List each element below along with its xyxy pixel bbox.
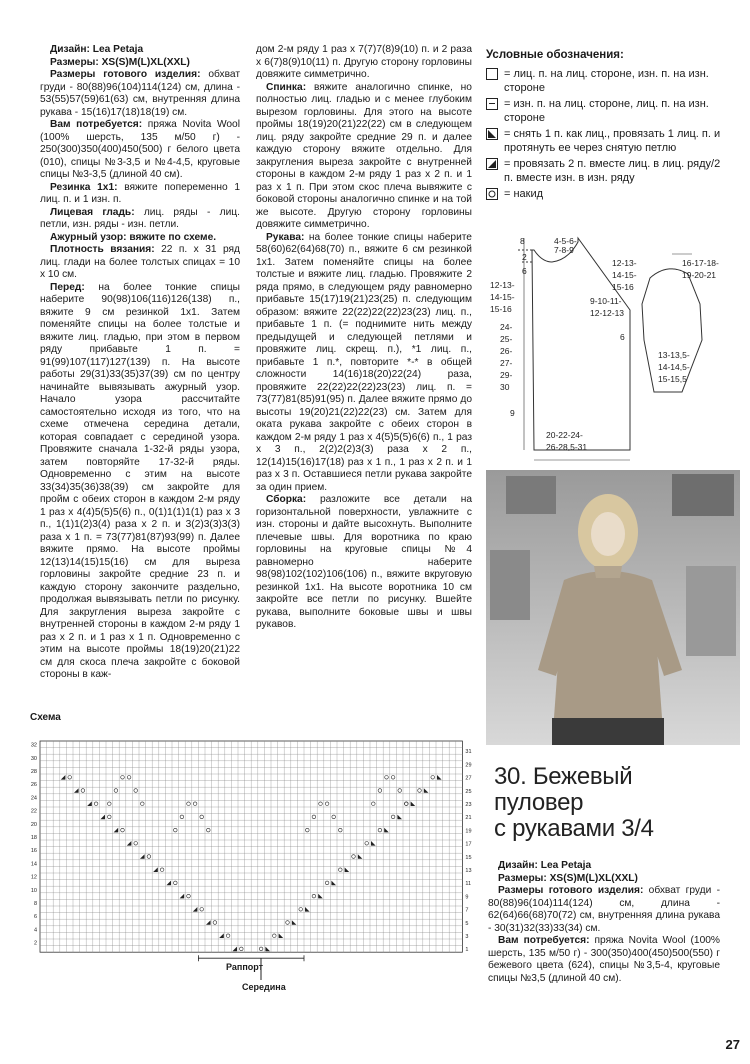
legend-item: = снять 1 п. как лиц., провязать 1 лиц. п. и протянуть ее через снятую петлю (486, 127, 722, 156)
k2tog-triangle-icon (486, 158, 498, 170)
lace-chart (16, 735, 476, 969)
svg-text:11: 11 (465, 881, 472, 888)
project-title: 30. Бежевый пуловер с рукавами 3/4 (494, 763, 654, 842)
design-line: Дизайн: Lea Petaja (50, 44, 144, 55)
svg-text:30: 30 (500, 382, 510, 392)
svg-text:30: 30 (30, 755, 37, 762)
dash-square-icon (486, 98, 498, 110)
svg-text:15-16: 15-16 (490, 304, 512, 314)
sizes-line: Размеры: XS(S)M(L)XL(XXL) (498, 872, 638, 884)
svg-text:6: 6 (522, 266, 527, 276)
chart-label: Схема (30, 712, 61, 723)
svg-text:14-15-: 14-15- (612, 270, 637, 280)
svg-text:23: 23 (465, 802, 472, 808)
materials-paragraph: Вам потребуется: пряжа Novita Wool (100% шерсть, 135 м/50 г) - 250(300)350(400)450(500) г белого цвета (010), спицы №3-3,5 и №4-4,5, круговые спицы №3-3,5 (длиной 40 см). (40, 119, 240, 180)
svg-text:14-14,5-: 14-14,5- (658, 362, 690, 372)
svg-text:16: 16 (30, 848, 37, 855)
assembly-paragraph: Сборка: разложите все детали на горизонтальной поверхности, увлажните с изн. стороны и дайте высохнуть. Выполните плечевые швы. Для воротника по краю горловины на круговые спицы №4 равномерно наберите 98(98)102(102)106(106) п., вяжите вкруговую резинкой 1х1. На высоте воротника 10 см закройте все петли по рисунку. Вшейте рукава, выполните боковые швы и швы рукавов. (256, 494, 472, 630)
legend-item: = накид (486, 187, 722, 202)
lace-paragraph: Ажурный узор: вяжите по схеме. (50, 231, 217, 243)
back-paragraph: Спинка: вяжите аналогично спинке, но полностью лиц. гладью и с менее глубоким вырезом горловины. Для этого на высоте проймы 18(19)20(21)22(22) см в следующем лиц. ряду закройте средние 29 п. и далее каждую сторону вяжите отдельно. Для закругления выреза закройте с внутренней стороны в каждом 2-м ряду 1 раз х 2 п. и 1 раз х 1 п. При этом скос плеча вывяжите с боковой стороны аналогично спинке и на той же высоте. Другую сторону горловины довяжите симметрично. (256, 81, 472, 230)
svg-text:25-: 25- (500, 334, 513, 344)
svg-text:26-: 26- (500, 346, 513, 356)
svg-text:20-22-24-: 20-22-24- (546, 430, 583, 440)
svg-text:29-: 29- (500, 370, 513, 380)
legend-title: Условные обозначения: (486, 49, 624, 61)
svg-text:6: 6 (33, 914, 37, 921)
svg-text:19: 19 (465, 828, 472, 835)
svg-text:4: 4 (33, 927, 37, 934)
svg-text:21: 21 (465, 815, 472, 822)
svg-text:6: 6 (620, 332, 625, 342)
svg-text:9: 9 (510, 408, 515, 418)
svg-text:15: 15 (465, 854, 472, 861)
svg-text:8: 8 (33, 901, 37, 907)
svg-text:31: 31 (465, 749, 472, 756)
page-number: 27 (725, 1037, 740, 1052)
svg-text:7: 7 (465, 907, 469, 914)
svg-text:12-13-: 12-13- (612, 258, 637, 268)
svg-text:4-5-6-: 4-5-6- (554, 236, 577, 246)
center-arrow (256, 958, 266, 982)
svg-text:14-15-: 14-15- (490, 292, 515, 302)
svg-text:32: 32 (30, 742, 37, 749)
legend-item: = провязать 2 п. вместе лиц. в лиц. ряду/2 п. вместе изн. в изн. ряду (486, 157, 722, 186)
front-paragraph: Перед: на более тонкие спицы наберите 90(98)106(116)126(138) п., вяжите 9 см резинкой 1х1. Затем поменяйте спицы на более толстые и вяжите лиц. гладью, при этом в первом ряду прибавьте 1 п. = 91(99)107(117)127(139) п. На высоте работы 29(31)33(35)37(39) см по центру начинайте вывязывать ажурный узор. Начало узора рассчитайте самостоятельно исходя из того, что на схеме отмечена середина детали, которая совпадает с серединой узора. Провяжите сначала 1-32-й ряды узора, затем повторяйте 17-32-й ряды. Одновременно с этим на высоте 33(34)35(36)38(39) см закройте для пройм с обеих сторон в каждом 2-м ряду 1 раз х 4(4)5(5)5(6) п., 0(1)1(1)1(1) раз х 3 п., 1(1)1(2)3(4) раза х 2 п. и 3(2)3(3)3(3) раза х 1 п. = 73(77)81(87)93(99) п. Далее вяжите прямо. На высоте проймы 12(13)14(15)15(16) см для выреза горловины закройте средние 23 п. и каждую сторону закончите раздельно, продолжая вывязывать петли по рисунку. Для закругления выреза закройте с внутренней стороны в каждом 2-м ряду 1 раз х 2 п. и 1 раз х 1 п. Одновременно с этим на высоте проймы 18(19)20(21)22 см для скоса плеча закройте с боковой стороны в каж- (40, 281, 240, 680)
svg-text:20: 20 (30, 821, 37, 828)
svg-text:7-8-9: 7-8-9 (554, 245, 574, 255)
svg-text:12-12-13: 12-12-13 (590, 308, 625, 318)
model-photo (486, 470, 740, 745)
svg-text:15-16: 15-16 (612, 282, 634, 292)
svg-text:10: 10 (30, 887, 37, 894)
svg-text:27: 27 (465, 775, 472, 782)
svg-text:24-: 24- (500, 322, 513, 332)
svg-text:12-13-: 12-13- (490, 280, 515, 290)
legend-item: = изн. п. на лиц. стороне, лиц. п. на изн. стороне (486, 97, 722, 126)
svg-text:13: 13 (465, 868, 472, 874)
project-details (488, 860, 720, 985)
sleeve-paragraph: Рукава: на более тонкие спицы наберите 58(60)62(64)68(70) п., вяжите 6 см резинкой 1х1. Затем поменяйте спицы на более толстые и вяжите лиц. гладью. Провяжите 2 ряда прямо, в следующем ряду равномерно прибавьте 15(17)19(21)23(25) п. следующим образом: вяжите 22(22)22(22)23(23) лиц. п., прибавьте 1 п. (= поднимите нить между предыдущей и следующей петлями и провяжите лиц. скрещ. п.), *1 лиц. п., прибавьте 1 п.*, повторите *-* в общей сложности 14(16)18(20)22(24) раза, провяжите 22(22)22(22)23(23) лиц. п. = 73(77)81(85)91(95) п. Далее вяжите прямо до высоты 19(20)21(22)22(23) см. Затем для оката рукава закройте с обеих сторон в каждом 2-м ряду 1 раз х 4(5)5(5)6(6) п., 1 раз х 3 п., 2(2)2(2)3(3) раза х 2 п., 12(14)15(16)17(18) раз х 1 п., 1 раз х 2 п. и 1 раз х 3 п. Оставшиеся петли рукава закройте за один прием. (256, 231, 472, 493)
materials-paragraph: Вам потребуется: пряжа Novita Wool (100% шерсть, 135 м/50 г) - 300(350)400(450)500(550) г бежевого цвета (624), спицы №3,5-4, круговые спицы №3,5 (длиной 40 см). (488, 935, 720, 984)
legend (486, 48, 722, 202)
svg-text:22: 22 (30, 808, 37, 815)
svg-text:26: 26 (30, 782, 37, 789)
rib-paragraph: Резинка 1х1: вяжите попеременно 1 лиц. п. и 1 изн. п. (40, 181, 240, 205)
center-label: Середина (242, 982, 286, 992)
sizes-line: Размеры: XS(S)M(L)XL(XXL) (50, 56, 190, 68)
design-line: Дизайн: Lea Petaja (498, 860, 592, 871)
repeat-label: Раппорт (226, 962, 264, 972)
svg-text:14: 14 (30, 861, 37, 868)
instructions-column-1 (40, 44, 240, 682)
garment-schematic (482, 192, 744, 464)
svg-text:29: 29 (465, 762, 472, 769)
svg-text:2: 2 (33, 940, 37, 947)
empty-square-icon (486, 68, 498, 80)
svg-text:27-: 27- (500, 358, 513, 368)
legend-item: = лиц. п. на лиц. стороне, изн. п. на изн. стороне (486, 67, 722, 96)
finished-size-paragraph: Размеры готового изделия: обхват груди - 80(88)96(104)114(124) см, длина - 53(55)57(59)61(63) см, внутренняя длина рукава - 15(16)17(18)18(19) см. (40, 69, 240, 118)
front-continued-paragraph: дом 2-м ряду 1 раз х 7(7)7(8)9(10) п. и 2 раза х 6(7)8(9)10(11) п. Другую сторону горловины довяжите симметрично. (256, 44, 472, 80)
svg-text:25: 25 (465, 788, 472, 795)
instructions-column-2 (256, 44, 472, 632)
finished-size-paragraph: Размеры готового изделия: обхват груди - 80(88)96(104)114(124) см, длина - 62(64)66(68)70(72) см, внутренняя длина рукава - 30(31)32(33)33(34) см. (488, 885, 720, 934)
svg-text:5: 5 (465, 920, 469, 927)
svg-text:28: 28 (30, 769, 37, 775)
svg-text:24: 24 (30, 795, 37, 802)
svg-text:1: 1 (465, 947, 469, 954)
svg-text:3: 3 (465, 934, 469, 940)
svg-text:2: 2 (522, 252, 527, 262)
svg-text:18: 18 (30, 835, 37, 841)
svg-text:12: 12 (30, 874, 37, 881)
svg-text:26-28,5-31: 26-28,5-31 (546, 442, 588, 452)
svg-text:13-13,5-: 13-13,5- (658, 350, 690, 360)
stockinette-paragraph: Лицевая гладь: лиц. ряды - лиц. петли, изн. ряды - изн. петли. (40, 206, 240, 230)
svg-text:15-15,5: 15-15,5 (658, 374, 687, 384)
slip-triangle-icon (486, 128, 498, 140)
svg-text:9-10-11-: 9-10-11- (590, 296, 622, 306)
gauge-paragraph: Плотность вязания: 22 п. х 31 ряд лиц. глади на более толстых спицах = 10 х 10 см. (40, 244, 240, 280)
svg-text:16-17-18-: 16-17-18- (682, 258, 719, 268)
svg-text:17: 17 (465, 841, 472, 848)
svg-text:19-20-21: 19-20-21 (682, 270, 717, 280)
svg-text:8: 8 (520, 236, 525, 246)
svg-text:9: 9 (465, 894, 469, 901)
